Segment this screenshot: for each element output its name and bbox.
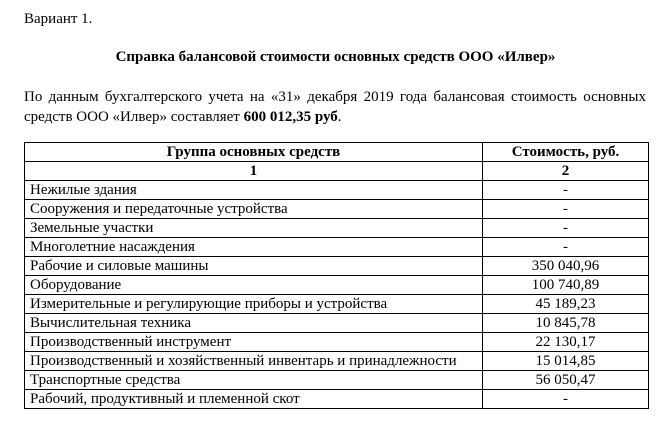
table-row bbox=[25, 295, 649, 314]
column-number-1: 1 bbox=[25, 162, 483, 181]
row-name: Сооружения и передаточные устройства bbox=[25, 200, 483, 219]
column-header-cost: Стоимость, руб. bbox=[483, 143, 649, 162]
row-value: 22 130,17 bbox=[483, 333, 649, 352]
table-row bbox=[25, 219, 649, 238]
row-value: 45 189,23 bbox=[483, 295, 649, 314]
row-name: Оборудование bbox=[25, 276, 483, 295]
row-value: - bbox=[483, 181, 649, 200]
table-row bbox=[25, 276, 649, 295]
intro-text: По данным бухгалтерского учета на «31» декабря 2019 года балансовая стоимость основных средств ООО «Илвер» составляет bbox=[24, 89, 646, 125]
intro-paragraph bbox=[24, 87, 646, 127]
row-name: Производственный инструмент bbox=[25, 333, 483, 352]
row-name: Производственный и хозяйственный инвентарь и принадлежности bbox=[25, 352, 483, 371]
table-row bbox=[25, 200, 649, 219]
row-name: Нежилые здания bbox=[25, 181, 483, 200]
total-amount: 600 012,35 руб bbox=[243, 109, 338, 125]
table-row bbox=[25, 257, 649, 276]
row-name: Рабочий, продуктивный и племенной скот bbox=[25, 390, 483, 409]
table-row bbox=[25, 390, 649, 409]
table-row bbox=[25, 371, 649, 390]
row-value: 10 845,78 bbox=[483, 314, 649, 333]
table-row bbox=[25, 181, 649, 200]
intro-end: . bbox=[337, 109, 342, 125]
row-value: 56 050,47 bbox=[483, 371, 649, 390]
table-row bbox=[25, 333, 649, 352]
row-value: - bbox=[483, 390, 649, 409]
table-row bbox=[25, 352, 649, 371]
assets-table bbox=[24, 142, 649, 409]
row-name: Рабочие и силовые машины bbox=[25, 257, 483, 276]
row-value: - bbox=[483, 219, 649, 238]
row-name: Многолетние насаждения bbox=[25, 238, 483, 257]
document-title: Справка балансовой стоимости основных средств ООО «Илвер» bbox=[115, 49, 556, 65]
row-value: 100 740,89 bbox=[483, 276, 649, 295]
row-name: Измерительные и регулирующие приборы и устройства bbox=[25, 295, 483, 314]
variant-label: Вариант 1. bbox=[24, 11, 93, 27]
table-row bbox=[25, 314, 649, 333]
row-value: - bbox=[483, 238, 649, 257]
row-name: Транспортные средства bbox=[25, 371, 483, 390]
column-number-2: 2 bbox=[483, 162, 649, 181]
column-number-row bbox=[25, 162, 649, 181]
table-row bbox=[25, 238, 649, 257]
row-name: Земельные участки bbox=[25, 219, 483, 238]
row-value: 15 014,85 bbox=[483, 352, 649, 371]
row-value: 350 040,96 bbox=[483, 257, 649, 276]
table-header-row bbox=[25, 143, 649, 162]
column-header-group: Группа основных средств bbox=[25, 143, 483, 162]
row-value: - bbox=[483, 200, 649, 219]
row-name: Вычислительная техника bbox=[25, 314, 483, 333]
